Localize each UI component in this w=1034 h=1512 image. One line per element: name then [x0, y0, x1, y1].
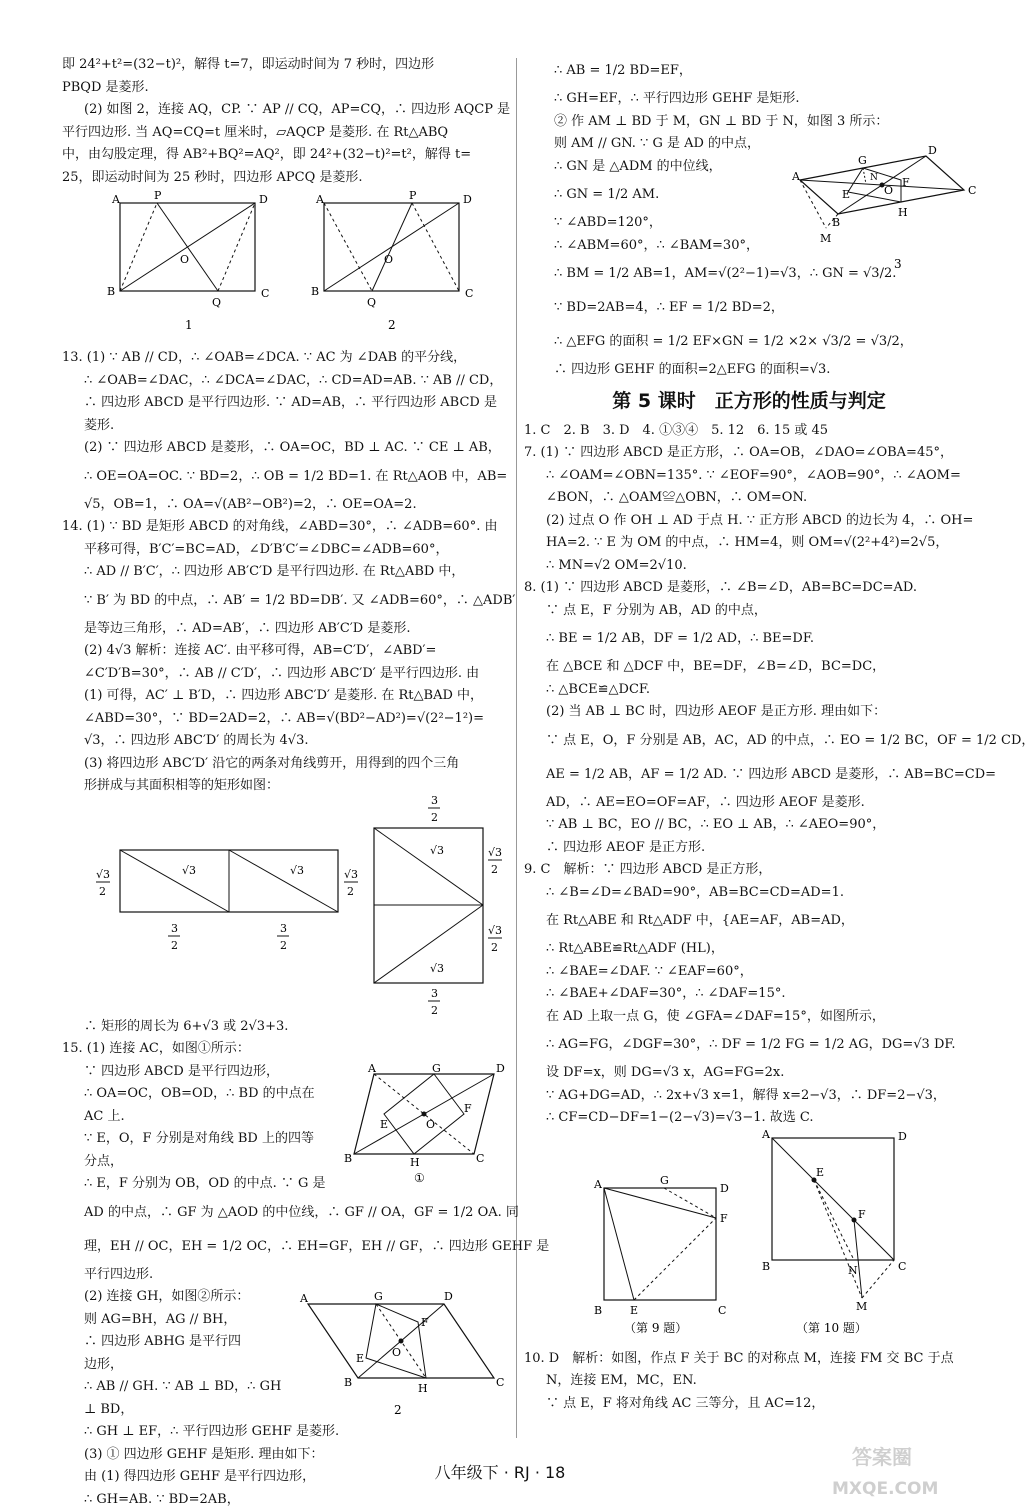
figure-15-2-caption: 2	[394, 1403, 402, 1417]
text-line: PBQD 是菱形.	[62, 79, 149, 95]
svg-text:C: C	[496, 1376, 505, 1389]
svg-text:A: A	[112, 193, 120, 206]
text-line: 14. (1) ∵ BD 是矩形 ABCD 的对角线，∠ABD=30°，∴ ∠ADB=60°. 由	[62, 519, 498, 534]
text-line: ∴ OE=OA=OC. ∵ BD=2，∴ OB = 1/2 BD=1. 在 Rt△AOB 中，AB=	[84, 468, 508, 484]
svg-text:B: B	[594, 1303, 603, 1317]
svg-text:A: A	[594, 1177, 602, 1191]
text-line: ∵ ∠ABD=120°，	[554, 215, 662, 230]
svg-text:M: M	[856, 1299, 868, 1313]
svg-text:F: F	[902, 176, 910, 189]
text-line: ∵ E，O，F 分别是对角线 BD 上的四等	[84, 1131, 314, 1146]
figure-vertical-rectangle	[374, 794, 502, 1017]
problem-15	[62, 1038, 550, 1511]
text-line: ∵ B′ 为 BD 的中点，∴ AB′ = 1/2 BD=DB′. 又 ∠ADB=60°，∴ △ADB′	[84, 592, 516, 608]
text-line: 在 AD 上取一点 G，使 ∠GFA=∠DAF=15°，如图所示，	[546, 1008, 885, 1024]
text-line: ∴ AB // GH. ∵ AB ⊥ BD，∴ GH	[84, 1379, 282, 1394]
text-line: 15. (1) 连接 AC，如图①所示：	[62, 1041, 250, 1056]
text-line: ∴ GN 是 △ADM 的中位线，	[554, 158, 722, 174]
text-line: 设 DF=x，则 DG=√3 x，AG=FG=2x.	[546, 1065, 785, 1080]
text-line: 平行四边形.	[84, 1266, 154, 1282]
svg-text:B: B	[311, 285, 320, 298]
svg-text:√3: √3	[96, 867, 111, 881]
svg-text:√3: √3	[488, 923, 503, 937]
text-line: ∴ ∠OAM=∠OBN=135°. ∵ ∠EOF=90°，∠AOB=90°，∴ ∠AOM=	[546, 467, 961, 483]
text-line: ∴ Rt△ABE≌Rt△ADF (HL)，	[546, 941, 724, 956]
text-line: ∴ AG=FG，∠DGF=30°，∴ DF = 1/2 FG = 1/2 AG，DG=√3 DF.	[546, 1037, 956, 1052]
svg-text:H: H	[898, 206, 908, 219]
text-line: 平行四边形. 当 AQ=CQ=t 厘米时，▱AQCP 是菱形. 在 Rt△ABQ	[62, 124, 449, 140]
figure-10-caption: （第 10 题）	[796, 1320, 867, 1335]
text-line: (1) 可得，AC′ ⊥ B′D，∴ 四边形 ABC′D′ 是菱形. 在 Rt△BAD 中，	[84, 688, 484, 703]
text-line: 8. (1) ∵ 四边形 ABCD 是菱形，∴ ∠B=∠D，AB=BC=DC=AD.	[524, 580, 918, 595]
text-line: 中，由勾股定理，得 AB²+BQ²=AQ²，即 24²+(32−t)²=t²，解得 t=	[62, 147, 472, 162]
text-line: 10. D 解析：如图，作点 F 关于 BC 的对称点 M，连接 FM 交 BC 于点	[524, 1350, 954, 1366]
svg-text:D: D	[898, 1129, 907, 1143]
figure-9-square	[593, 1174, 729, 1335]
figure-15-1	[344, 1062, 510, 1210]
text-line: ∴ △BCE≌△DCF.	[546, 681, 651, 697]
text-line: ∴ GN = 1/2 AM.	[554, 187, 660, 202]
svg-text:N: N	[870, 173, 878, 183]
text-line: (2) 4√3 解析：连接 AC′. 由平移可得，AB=C′D′，∠ABD′=	[84, 643, 437, 658]
figures-9-10	[524, 1127, 974, 1348]
text-line: ∵ 点 E，O，F 分别是 AB，AC，AD 的中点，∴ EO = 1/2 BC，OF = 1/2 CD，	[546, 732, 1034, 748]
figure-horizontal-rectangle	[96, 850, 358, 952]
text-line: 由 (1) 得四边形 GEHF 是平行四边形，	[84, 1469, 316, 1484]
text-line: AD，∴ AE=EO=OF=AF，∴ 四边形 AEOF 是菱形.	[546, 794, 865, 810]
text-line: 1. C 2. B 3. D 4. ①③④ 5. 12 6. 15 或 45	[524, 422, 829, 438]
text-line: (3) ① 四边形 GEHF 是矩形. 理由如下：	[84, 1446, 324, 1462]
figure-10-square	[761, 1128, 907, 1335]
text-line: HA=2. ∵ E 为 OM 的中点，∴ HM=4，则 OM=√(2²+4²)=2√5，	[546, 535, 949, 550]
svg-text:H: H	[410, 1156, 420, 1169]
text-line: (3) 将四边形 ABC′D′ 沿它的两条对角线剪开，用得到的四个三角	[84, 755, 460, 771]
figure-2-rectangle	[311, 189, 473, 309]
text-line: ∴ △EFG 的面积 = 1/2 EF×GN = 1/2 ×2× √3/2 = √3/2，	[554, 334, 913, 349]
text-line: 7. (1) ∵ 四边形 ABCD 是正方形，∴ OA=OB，∠DAO=∠OBA=45°，	[524, 445, 953, 460]
svg-text:2: 2	[280, 938, 287, 952]
svg-text:E: E	[816, 1165, 825, 1179]
text-line: ∵ AB ⊥ BC，EO // BC，∴ EO ⊥ AB，∴ ∠AEO=90°，	[546, 817, 886, 832]
svg-text:P: P	[409, 189, 417, 202]
svg-text:A: A	[300, 1292, 308, 1305]
text-line: ∴ 四边形 ABHG 是平行四	[84, 1334, 242, 1349]
svg-text:N: N	[848, 1263, 858, 1277]
text-line: 分点，	[84, 1153, 124, 1169]
svg-text:2: 2	[491, 940, 498, 954]
svg-text:O: O	[392, 1346, 402, 1359]
text-line: 即 24²+t²=(32−t)²，解得 t=7，即运动时间为 7 秒时，四边形	[62, 57, 435, 72]
svg-text:C: C	[718, 1303, 727, 1317]
text-line: ∴ ∠BAE+∠DAF=30°，∴ ∠DAF=15°.	[546, 986, 786, 1001]
text-line: 边形，	[84, 1356, 124, 1372]
text-line: (2) 当 AB ⊥ BC 时，四边形 AEOF 是正方形. 理由如下：	[546, 704, 887, 719]
svg-text:C: C	[465, 287, 474, 300]
svg-text:O: O	[180, 253, 190, 266]
svg-text:√3: √3	[290, 863, 305, 877]
svg-text:E: E	[380, 1118, 389, 1131]
svg-text:O: O	[384, 253, 394, 266]
lesson-title: 第 5 课时 正方形的性质与判定	[612, 389, 886, 412]
text-line: √3，∴ 四边形 ABC′D′ 的周长为 4√3.	[84, 733, 309, 748]
svg-text:3: 3	[280, 921, 287, 935]
svg-text:F: F	[464, 1102, 472, 1115]
text-line: N，连接 EM，MC，EN.	[546, 1373, 697, 1388]
svg-text:H: H	[418, 1382, 428, 1395]
text-line: 菱形.	[84, 417, 115, 433]
svg-text:A: A	[368, 1062, 376, 1075]
text-line: ∴ CF=CD−DF=1−(2−√3)=√3−1. 故选 C.	[546, 1110, 814, 1125]
svg-text:√3: √3	[182, 863, 197, 877]
text-line: ∵ 四边形 ABCD 是平行四边形，	[84, 1063, 279, 1079]
lesson-answers	[524, 420, 1034, 1130]
text-line: 平移可得，B′C′=BC=AD，∠D′B′C′=∠DBC=∠ADB=60°，	[84, 541, 449, 557]
svg-text:D: D	[444, 1290, 453, 1303]
svg-text:2: 2	[491, 862, 498, 876]
figures-12	[62, 189, 510, 347]
text-line: ∵ AG+DG=AD，∴ 2x+√3 x=1，解得 x=2−√3，∴ DF=2−√3，	[546, 1087, 946, 1103]
svg-text:B: B	[832, 216, 841, 229]
svg-text:2: 2	[431, 1003, 438, 1017]
text-line: ∴ GH ⊥ EF，∴ 平行四边形 GEHF 是菱形.	[84, 1424, 340, 1439]
text-line: ∴ GH=AB. ∵ BD=2AB，	[84, 1491, 240, 1507]
left-column	[62, 54, 550, 1511]
text-line: 25，即运动时间为 25 秒时，四边形 APCQ 是菱形.	[62, 169, 363, 185]
svg-text:3: 3	[431, 986, 438, 1000]
watermark-title: 答案圈	[852, 1445, 912, 1469]
text-line: 理，EH // OC，EH = 1/2 OC，∴ EH=GF，EH // GF，∴ 四边形 GEHF 是	[84, 1238, 550, 1254]
text-line: ∴ E，F 分别为 OB，OD 的中点. ∵ G 是	[84, 1176, 326, 1191]
figure-2-caption: 2	[388, 318, 396, 332]
svg-text:D: D	[720, 1181, 729, 1195]
text-line: 13. (1) ∵ AB // CD，∴ ∠OAB=∠DCA. ∵ AC 为 ∠DAB 的平分线，	[62, 350, 467, 365]
figure-1-caption: 1	[185, 318, 193, 332]
svg-text:3: 3	[431, 793, 438, 807]
text-line: 形拼成与其面积相等的矩形如图：	[84, 778, 280, 793]
svg-text:F: F	[421, 1316, 429, 1329]
svg-text:3: 3	[171, 921, 178, 935]
svg-text:A: A	[762, 1127, 770, 1141]
text-line: ∴ GH=EF，∴ 平行四边形 GEHF 是矩形.	[554, 91, 800, 106]
text-line: ∴ AB = 1/2 BD=EF，	[554, 63, 692, 78]
svg-text:B: B	[344, 1376, 353, 1389]
svg-text:G: G	[858, 154, 867, 167]
svg-text:√3: √3	[430, 961, 445, 975]
svg-text:G: G	[432, 1062, 441, 1075]
text-line: ∴ 四边形 AEOF 是正方形.	[546, 839, 706, 855]
text-line: ∴ ∠B=∠D=∠BAD=90°，AB=BC=CD=AD=1.	[546, 884, 844, 900]
text-line: 则 AM // GN. ∵ G 是 AD 的中点，	[554, 136, 761, 151]
svg-text:G: G	[374, 1290, 383, 1303]
figure-1-rectangle	[107, 189, 269, 309]
text-line: ∴ ∠BAE=∠DAF. ∵ ∠EAF=60°，	[546, 963, 753, 979]
figure-15-1-caption: ①	[414, 1171, 425, 1185]
text-line: 在 Rt△ABE 和 Rt△ADF 中，{AE=AF，AB=AD，	[546, 913, 854, 928]
text-line: 9. C 解析：∵ 四边形 ABCD 是正方形，	[524, 862, 772, 877]
svg-text:√3: √3	[344, 867, 359, 881]
problems-13-14	[62, 347, 516, 798]
text-line: ② 作 AM ⊥ BD 于 M，GN ⊥ BD 于 N，如图 3 所示：	[554, 113, 889, 129]
text-line: ∴ AD // B′C′，∴ 四边形 AB′C′D 是平行四边形. 在 Rt△ABD 中，	[84, 564, 465, 579]
svg-text:O: O	[426, 1118, 436, 1131]
text-line: ∴ ∠ABM=60°，∴ ∠BAM=30°，	[554, 237, 759, 253]
page-footer: 八年级下 · RJ · 18	[434, 1463, 566, 1482]
text-line: (2) 过点 O 作 OH ⊥ AD 于点 H. ∵ 正方形 ABCD 的边长为 4，∴ OH=	[546, 512, 974, 528]
svg-text:F: F	[720, 1211, 728, 1225]
svg-text:2: 2	[431, 810, 438, 824]
text-line: ∠ABD=30°，∵ BD=2AD=2，∴ AB=√(BD²−AD²)=√(2²−1²)=	[84, 710, 485, 726]
svg-text:G: G	[660, 1173, 669, 1187]
text-line: ⊥ BD，	[84, 1401, 134, 1417]
text-line: ∵ 点 E，F 分别为 AB，AD 的中点，	[546, 602, 767, 618]
text-line: (2) 连接 GH，如图②所示：	[84, 1289, 250, 1304]
svg-text:A: A	[316, 193, 324, 206]
watermark-logo	[812, 1428, 992, 1506]
svg-text:D: D	[259, 193, 268, 206]
svg-text:√3: √3	[488, 845, 503, 859]
text-line: ∠C′D′B=30°，∴ AB // C′D′，∴ 四边形 ABC′D′ 是平行四边形. 由	[84, 665, 480, 681]
svg-text:D: D	[463, 193, 472, 206]
svg-text:P: P	[154, 189, 162, 202]
text-line: AC 上.	[84, 1108, 125, 1124]
svg-text:D: D	[928, 144, 937, 157]
svg-text:B: B	[107, 285, 116, 298]
rectangle-arrangements	[62, 793, 510, 1017]
text-line: ∴ BM = 1/2 AB=1，AM=√(2²−1)=√3，∴ GN = √3/2.	[554, 266, 897, 281]
svg-text:E: E	[630, 1303, 639, 1317]
svg-text:O: O	[884, 184, 894, 197]
text-line: ∴ ∠OAB=∠DAC，∴ ∠DCA=∠DAC，∴ CD=AD=AB. ∵ AB // CD，	[84, 372, 503, 388]
svg-text:E: E	[356, 1352, 365, 1365]
text-line: 是等边三角形，∴ AD=AB′，∴ 四边形 AB′C′D 是菱形.	[84, 620, 411, 636]
figure-15-2	[284, 1290, 510, 1420]
svg-text:√3: √3	[430, 843, 445, 857]
svg-text:C: C	[898, 1259, 907, 1273]
svg-text:2: 2	[99, 884, 106, 898]
svg-text:2: 2	[171, 938, 178, 952]
text-line: ∴ OA=OC，OB=OD，∴ BD 的中点在	[84, 1086, 315, 1101]
perimeter-conclusion: ∴ 矩形的周长为 6+√3 或 2√3+3.	[84, 1018, 289, 1034]
svg-text:E: E	[842, 188, 851, 201]
svg-text:Q: Q	[212, 296, 222, 309]
problem-15-part-3	[524, 54, 977, 382]
svg-text:C: C	[261, 287, 270, 300]
figure-3	[786, 144, 976, 294]
text-line: AE = 1/2 AB，AF = 1/2 AD. ∵ 四边形 ABCD 是菱形，∴ AB=BC=CD=	[546, 766, 997, 782]
text-line: AD 的中点，∴ GF 为 △AOD 的中位线，∴ GF // OA，GF = 1/2 OA. 同	[84, 1204, 519, 1220]
problem-10	[524, 1348, 974, 1416]
svg-text:C: C	[968, 184, 977, 197]
svg-text:2: 2	[347, 884, 354, 898]
svg-text:Q: Q	[367, 296, 377, 309]
svg-text:C: C	[476, 1152, 485, 1165]
svg-text:D: D	[496, 1062, 505, 1075]
svg-text:B: B	[762, 1259, 771, 1273]
text-line: 则 AG=BH，AG // BH，	[84, 1311, 237, 1327]
text-line: (2) ∵ 四边形 ABCD 是菱形，∴ OA=OC，BD ⊥ AC. ∵ CE ⊥ AB，	[84, 440, 501, 455]
text-line: ∴ 四边形 ABCD 是平行四边形. ∵ AD=AB，∴ 平行四边形 ABCD 是	[84, 395, 497, 410]
svg-text:F: F	[858, 1207, 866, 1221]
text-line: ∠BON，∴ △OAM≌△OBN，∴ OM=ON.	[546, 490, 808, 505]
text-line: ∵ BD=2AB=4，∴ EF = 1/2 BD=2，	[554, 300, 784, 315]
watermark-url: MXQE.COM	[832, 1479, 939, 1499]
text-line: ∵ 点 E，F 将对角线 AC 三等分，且 AC=12，	[546, 1395, 825, 1411]
text-line: 在 △BCE 和 △DCF 中，BE=DF，∠B=∠D，BC=DC，	[546, 659, 886, 674]
svg-text:A: A	[792, 170, 800, 183]
text-line: ∴ BE = 1/2 AB，DF = 1/2 AD，∴ BE=DF.	[546, 631, 814, 646]
text-line: (2) 如图 2，连接 AQ，CP. ∵ AP // CQ，AP=CQ，∴ 四边形 AQCP 是	[84, 102, 511, 117]
figure-3-caption: 3	[894, 257, 902, 271]
problem-12-continued	[62, 54, 510, 189]
text-line: ∴ 四边形 GEHF 的面积=2△EFG 的面积=√3.	[554, 362, 831, 377]
svg-text:M: M	[820, 232, 832, 245]
svg-text:B: B	[344, 1152, 353, 1165]
right-column	[524, 54, 1034, 1415]
figure-9-caption: （第 9 题）	[624, 1320, 688, 1335]
text-line: √5，OB=1，∴ OA=√(AB²−OB²)=2，∴ OE=OA=2.	[84, 496, 417, 512]
text-line: ∴ MN=√2 OM=2√10.	[546, 557, 687, 573]
